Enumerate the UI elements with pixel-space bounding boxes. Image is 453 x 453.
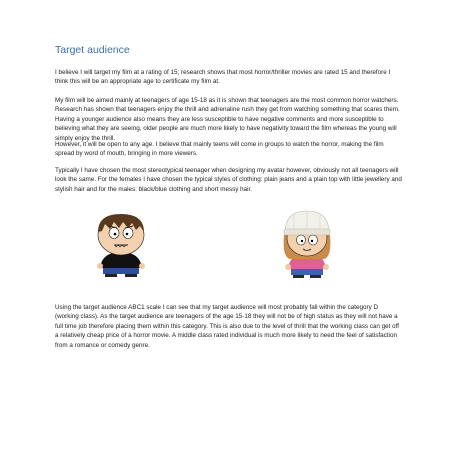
paragraph-avatar-design: Typically I have chosen the most stereotypical teenager when designing my avatar however, obviously not all teenagers will look the same. For the females I have chosen the typical styles of clothing: plain jeans and a plain top with little jewellery and stylish hair and for the males: black/blue clothing and short messy hair. [55,167,402,193]
paragraph-age-group: My film will be aimed mainly at teenagers of age 15-18 as it is shown that teenagers are the most common horror watchers. Research has shown that teenagers enjoy the thrill and adrenaline rush they get from watching something that scares them. Having a younger audience also means they are less susceptible to have negative comments and more susceptible to believing what they are seeing, older people are much more likely to have negativity toward the film whereas the young will simply enjoy the thrill. [55,97,400,142]
paragraph-abc1-scale: Using the target audience ABC1 scale I can see that my target audience will most probably fall within the category D (working class). As the target audience are teenagers of the age 15-18 they will not be of high status as they will not have a full time job therefore placing them within this category. This is also due to the level of thrill that the working class can get off a relatively cheap price of a horror movie. A middle class rated individual is much more likely to need the feel of satisfaction from a romance or comedy genre. [55,304,400,349]
male-teen-avatar [86,208,156,278]
paragraph-open-to-all: However, it will be open to any age. I believe that mainly teens will come in groups to watch the horror, making the film spread by word of mouth, bringing in more viewers. [55,141,384,158]
page-heading: Target audience [55,44,130,56]
female-teen-avatar [272,207,342,279]
paragraph-rating: I believe I will target my film at a rating of 15; research shows that most horror/thriller movies are rated 15 and therefore I think this will be an appropriate age to certificate my film at. [55,69,391,86]
